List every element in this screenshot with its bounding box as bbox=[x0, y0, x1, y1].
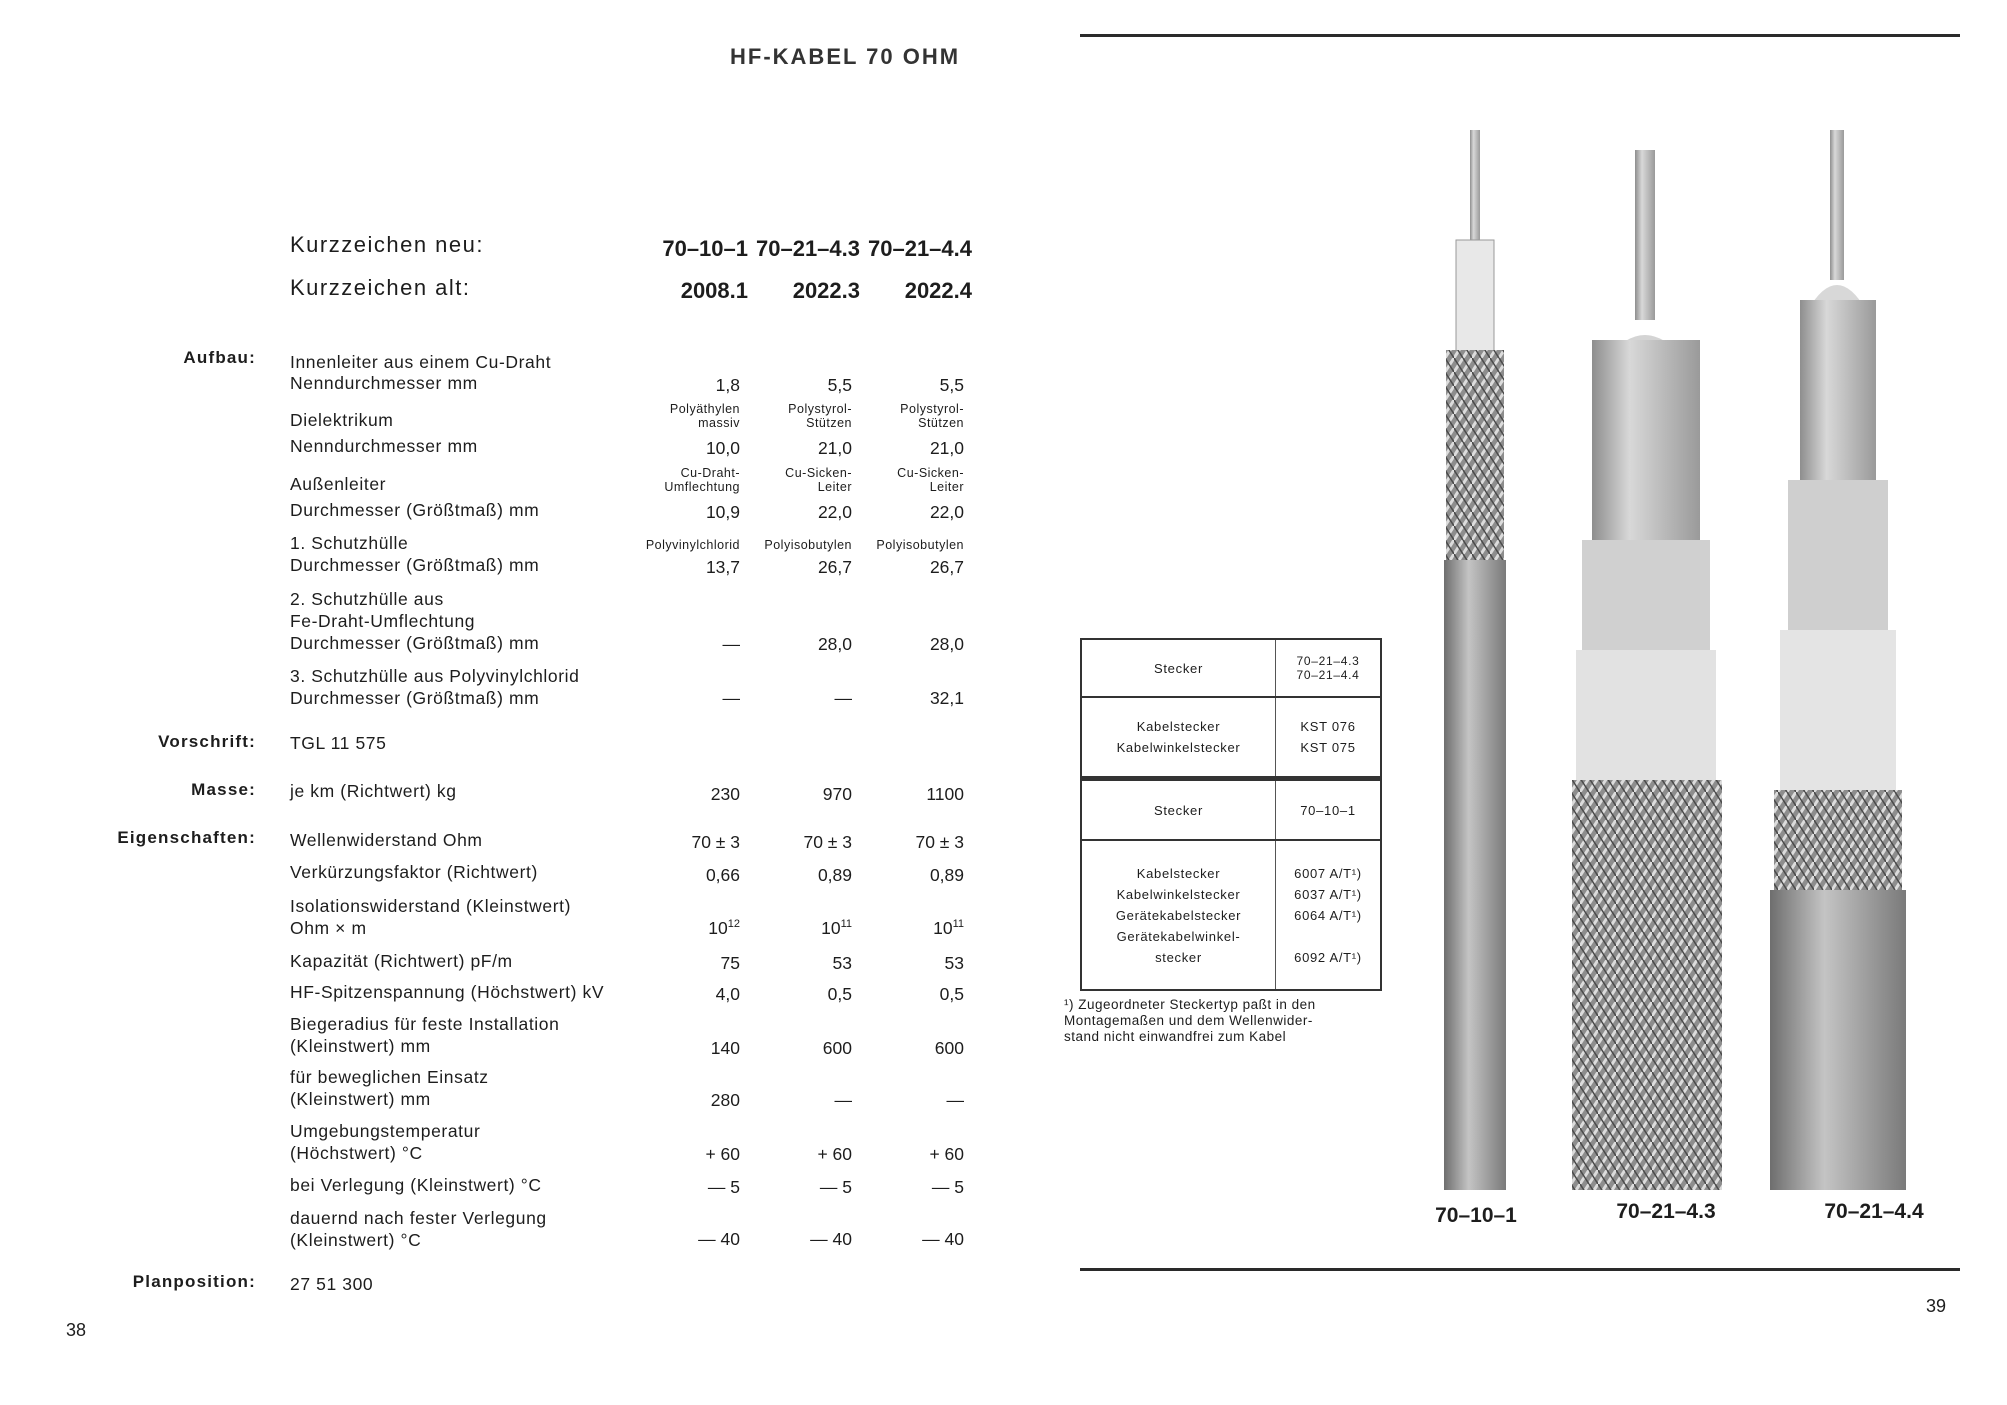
value-cell: — 5 bbox=[707, 1177, 740, 1197]
value-cell: 22,0 bbox=[817, 502, 852, 522]
row-label: Innenleiter aus einem Cu-Draht bbox=[290, 352, 552, 372]
top-rule bbox=[1080, 34, 1960, 37]
row-label: 3. Schutzhülle aus Polyvinylchlorid bbox=[290, 666, 580, 686]
section-aufbau: Aufbau: bbox=[183, 348, 256, 367]
value-cell: $10^{12}$ bbox=[708, 918, 740, 938]
value-cell: — bbox=[834, 1090, 852, 1110]
old-code-1: 2008.1 bbox=[680, 278, 748, 303]
row-label: für beweglichen Einsatz bbox=[290, 1067, 489, 1087]
value-cell: $10^{11}$ bbox=[821, 918, 852, 938]
value-cell: — 5 bbox=[931, 1177, 964, 1197]
old-code-label: Kurzzeichen alt: bbox=[290, 275, 471, 300]
value-cell: 28,0 bbox=[929, 634, 964, 654]
row-label: Nenndurchmesser mm bbox=[290, 436, 478, 456]
value-cell: 26,7 bbox=[929, 557, 964, 577]
row-label: (Kleinstwert) °C bbox=[290, 1230, 422, 1250]
value-cell: 0,89 bbox=[929, 865, 964, 885]
value-cell: 26,7 bbox=[817, 557, 852, 577]
value-cell: 600 bbox=[822, 1038, 852, 1058]
table-cell: 6007 A/T¹) 6037 A/T¹) 6064 A/T¹) 6092 A/T¹) bbox=[1294, 865, 1362, 965]
value-cell: 1,8 bbox=[715, 375, 740, 395]
section-masse: Masse: bbox=[191, 780, 256, 799]
table-cell: Kabelstecker Kabelwinkelstecker bbox=[1082, 698, 1276, 776]
value-cell: 21,0 bbox=[929, 438, 964, 458]
value-cell: — bbox=[946, 1090, 964, 1110]
value-cell: 70 ± 3 bbox=[803, 832, 852, 852]
value-cell: 70 ± 3 bbox=[691, 832, 740, 852]
value-cell: — 5 bbox=[819, 1177, 852, 1197]
value-cell: 140 bbox=[710, 1038, 740, 1058]
vorschrift-value: TGL 11 575 bbox=[290, 733, 387, 753]
value-cell: — bbox=[722, 634, 740, 654]
page-number-right: 39 bbox=[1926, 1296, 1947, 1316]
value-cell: + 60 bbox=[817, 1144, 852, 1164]
value-cell: — bbox=[834, 688, 852, 708]
value-cell: 75 bbox=[720, 953, 740, 973]
page-number-left: 38 bbox=[66, 1320, 87, 1340]
value-cell: 970 bbox=[822, 784, 852, 804]
material-text: Cu-Sicken- Leiter bbox=[897, 466, 964, 494]
row-label: dauernd nach fester Verlegung bbox=[290, 1208, 547, 1228]
value-cell: — bbox=[722, 688, 740, 708]
material-text: Cu-Draht- Umflechtung bbox=[664, 466, 740, 494]
value-cell: 28,0 bbox=[817, 634, 852, 654]
row-label: Wellenwiderstand Ohm bbox=[290, 830, 483, 850]
row-label: Biegeradius für feste Installation bbox=[290, 1014, 560, 1034]
row-label: Durchmesser (Größtmaß) mm bbox=[290, 500, 540, 520]
row-label: Verkürzungsfaktor (Richtwert) bbox=[290, 862, 538, 882]
value-cell: 21,0 bbox=[817, 438, 852, 458]
value-cell: — 40 bbox=[922, 1229, 964, 1249]
material-text: Polyäthylen massiv bbox=[669, 402, 740, 430]
row-label: 2. Schutzhülle aus bbox=[290, 589, 444, 609]
table-head-left: Stecker bbox=[1082, 781, 1276, 839]
caption-cable-3: 70–21–4.4 bbox=[1824, 1200, 1924, 1223]
value-cell: 22,0 bbox=[929, 502, 964, 522]
value-cell: + 60 bbox=[705, 1144, 740, 1164]
table-head-right: 70–21–4.3 70–21–4.4 bbox=[1296, 654, 1360, 682]
value-cell: + 60 bbox=[929, 1144, 964, 1164]
table-head-left: Stecker bbox=[1082, 640, 1276, 696]
row-label: Durchmesser (Größtmaß) mm bbox=[290, 555, 540, 575]
value-cell: 4,0 bbox=[715, 984, 740, 1004]
row-label: Dielektrikum bbox=[290, 410, 394, 430]
new-code-1: 70–10–1 bbox=[662, 236, 748, 261]
value-cell: 600 bbox=[934, 1038, 964, 1058]
cable-70-21-4.4-photo bbox=[1770, 130, 1906, 1190]
row-label: (Kleinstwert) mm bbox=[290, 1089, 431, 1109]
material-text: Polyisobutylen bbox=[876, 538, 964, 552]
value-cell: 53 bbox=[944, 953, 964, 973]
table-row bbox=[1082, 696, 1380, 776]
value-cell: 0,5 bbox=[939, 984, 964, 1004]
row-label: Umgebungstemperatur bbox=[290, 1121, 481, 1141]
row-label: Kapazität (Richtwert) pF/m bbox=[290, 951, 513, 971]
value-cell: 230 bbox=[710, 784, 740, 804]
row-label: 1. Schutzhülle bbox=[290, 533, 409, 553]
cable-70-21-4.3-photo bbox=[1572, 150, 1722, 1190]
value-cell: 5,5 bbox=[827, 375, 852, 395]
table-head-right: 70–10–1 bbox=[1300, 802, 1356, 818]
value-cell: $10^{11}$ bbox=[933, 918, 964, 938]
material-text: Polyisobutylen bbox=[764, 538, 852, 552]
row-label: HF-Spitzenspannung (Höchstwert) kV bbox=[290, 982, 605, 1002]
value-cell: 5,5 bbox=[939, 375, 964, 395]
material-text: Polystyrol- Stützen bbox=[900, 402, 964, 430]
table-row bbox=[1082, 776, 1380, 839]
old-code-3: 2022.4 bbox=[904, 278, 972, 303]
bottom-rule bbox=[1080, 1268, 1960, 1271]
new-code-label: Kurzzeichen neu: bbox=[290, 232, 484, 257]
table-cell: Kabelstecker Kabelwinkelstecker Gerätekabelstecker Gerätekabelwinkel- stecker bbox=[1082, 841, 1276, 989]
section-planposition: Planposition: bbox=[132, 1272, 256, 1291]
value-cell: 1100 bbox=[926, 784, 964, 804]
value-cell: 32,1 bbox=[929, 688, 964, 708]
material-text: Cu-Sicken- Leiter bbox=[785, 466, 852, 494]
row-label: (Höchstwert) °C bbox=[290, 1143, 423, 1163]
value-cell: — 40 bbox=[810, 1229, 852, 1249]
value-cell: 0,5 bbox=[827, 984, 852, 1004]
footnote: ¹) Zugeordneter Steckertyp paßt in den Montagemaßen und dem Wellenwider- stand nicht einwandfrei zum Kabel bbox=[1064, 997, 1316, 1044]
caption-cable-2: 70–21–4.3 bbox=[1616, 1200, 1716, 1223]
row-label: Isolationswiderstand (Kleinstwert) bbox=[290, 896, 572, 916]
table-cell: KST 076 KST 075 bbox=[1300, 719, 1356, 755]
connector-table bbox=[1080, 638, 1382, 991]
caption-cable-1: 70–10–1 bbox=[1435, 1204, 1517, 1227]
value-cell: 13,7 bbox=[705, 557, 740, 577]
value-cell: 0,66 bbox=[705, 865, 740, 885]
row-label: Ohm × m bbox=[290, 918, 367, 938]
row-label: (Kleinstwert) mm bbox=[290, 1036, 431, 1056]
row-label: bei Verlegung (Kleinstwert) °C bbox=[290, 1175, 542, 1195]
value-cell: 70 ± 3 bbox=[915, 832, 964, 852]
cable-70-10-1-photo bbox=[1444, 130, 1506, 1190]
table-row bbox=[1082, 839, 1380, 989]
page-title: HF-KABEL 70 OHM bbox=[730, 44, 961, 69]
table-row bbox=[1082, 640, 1380, 696]
value-cell: 280 bbox=[710, 1090, 740, 1110]
value-cell: — 40 bbox=[698, 1229, 740, 1249]
material-text: Polyvinylchlorid bbox=[645, 538, 740, 552]
section-eigenschaften: Eigenschaften: bbox=[117, 828, 256, 847]
row-label: Nenndurchmesser mm bbox=[290, 373, 478, 393]
value-cell: 0,89 bbox=[817, 865, 852, 885]
row-label: Durchmesser (Größtmaß) mm bbox=[290, 688, 540, 708]
value-cell: 53 bbox=[832, 953, 852, 973]
row-label: je km (Richtwert) kg bbox=[290, 781, 457, 801]
value-cell: 10,9 bbox=[705, 502, 740, 522]
row-label: Durchmesser (Größtmaß) mm bbox=[290, 633, 540, 653]
planposition-value: 27 51 300 bbox=[290, 1274, 374, 1294]
row-label: Außenleiter bbox=[290, 474, 387, 494]
cable-photos bbox=[1400, 120, 1980, 1190]
row-label: Fe-Draht-Umflechtung bbox=[290, 611, 476, 631]
material-text: Polystyrol- Stützen bbox=[788, 402, 852, 430]
value-cell: 10,0 bbox=[705, 438, 740, 458]
new-code-2: 70–21–4.3 bbox=[756, 236, 860, 261]
section-vorschrift: Vorschrift: bbox=[158, 732, 256, 751]
old-code-2: 2022.3 bbox=[792, 278, 860, 303]
new-code-3: 70–21–4.4 bbox=[868, 236, 972, 261]
